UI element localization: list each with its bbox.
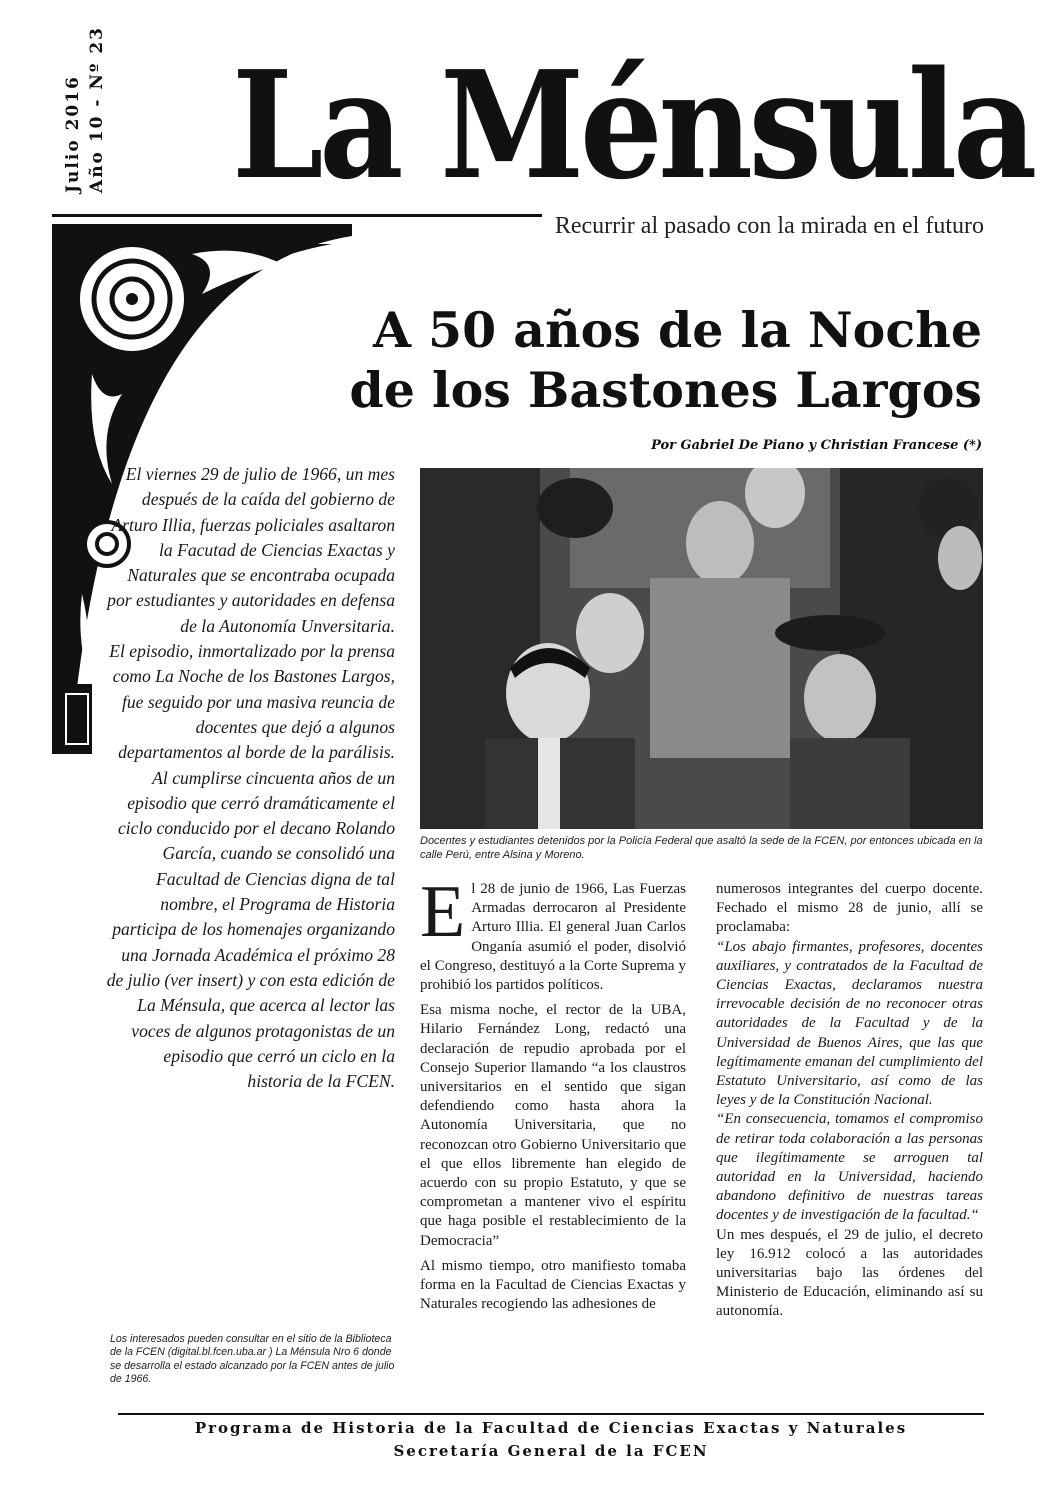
masthead-title: La Ménsula: [232, 38, 1033, 212]
byline: Por Gabriel De Piano y Christian Francese (*): [651, 438, 982, 453]
article-column-2: [716, 880, 983, 1322]
article-column-1: [420, 871, 686, 1320]
manifesto-quote: “En consecuencia, tomamos el compromiso de retirar toda colaboración a las personas que ilegítimamente se arroguen tal autoridad en la Universidad, haciendo abandono definitivo de nuestras tareas docentes y de investigación de la facultad.“: [716, 1111, 983, 1224]
news-photo: [420, 468, 983, 829]
footer-program: Programa de Historia de la Facultad de Ciencias Exactas y Naturales: [194, 1419, 908, 1437]
body-paragraph: l 28 de junio de 1966, Las Fuerzas Armadas derrocaron al Presidente Arturo Illia. El general Juan Carlos Onganía asumió el poder, disolvió el Congreso, destituyó a la Corte Suprema y prohibió los partidos políticos.: [420, 881, 686, 994]
issue-info: [55, 26, 115, 198]
body-paragraph: Al mismo tiempo, otro manifiesto tomaba forma en la Facultad de Ciencias Exactas y Naturales recogiendo las adhesiones de: [420, 1257, 686, 1313]
body-paragraph: Un mes después, el 29 de julio, el decreto ley 16.912 colocó a las autoridades universitarias bajo las órdenes del Ministerio de Educación, eliminando así su autonomía.: [716, 1226, 983, 1320]
body-paragraph: Esa misma noche, el rector de la UBA, Hilario Fernández Long, redactó una declaración de repudio aprobada por el Consejo Superior llamando “a los claustros universitarios en el sentido que sigan defendiendo como hasta ahora la Autonomía Universitaria, que no reconozcan otro Gobierno Universitario que el que ellos libremente han elegido de acuerdo con su propio Estatuto, y que se comprometan a mantener vivo el espíritu que haga posible el restablecimiento de la Democracia”: [420, 1002, 686, 1249]
note-text: Los interesados pueden consultar en el sitio de la Biblioteca de la FCEN (digital.bl.fcen.uba.ar ) La Ménsula Nro 6 donde se desarrolla el estado alcanzado por la FCEN antes de julio de 1966.: [110, 1333, 395, 1386]
masthead-tagline: Recurrir al pasado con la mirada en el futuro: [554, 213, 984, 239]
intro-paragraph: El episodio, inmortalizado por la prensa como La Noche de los Bastones Largos, fue seguido por una masiva reuncia de docentes que dejó a algunos departamentos al borde de la parálisis.: [109, 641, 395, 763]
drop-cap: E: [420, 871, 466, 953]
issue-number: Año 10 - Nº 23: [87, 26, 107, 193]
photo-caption: Docentes y estudiantes detenidos por la Policía Federal que asaltó la sede de la FCEN, por entonces ubicada en la calle Perú, entre Alsina y Moreno.: [420, 835, 983, 861]
footer-secretariat: Secretaría General de la FCEN: [393, 1442, 709, 1460]
headline-line-1: A 50 años de la Noche: [372, 301, 982, 359]
headline: [190, 300, 982, 420]
intro-text: [105, 462, 395, 1094]
intro-paragraph: El viernes 29 de julio de 1966, un mes después de la caída del gobierno de Arturo Illia, fuerzas policiales asaltaron la Facutad de Ciencias Exactas y Naturales que se encontraba ocupada por estudiantes y autoridades en defensa de la Autonomía Unversitaria.: [107, 464, 395, 636]
manifesto-quote: “Los abajo firmantes, profesores, docentes auxiliares, y contratados de la Facultad de Ciencias Exactas, declaramos nuestra irrevocable decisión de no reconocer otras autoridades de la Facultad y de la Universidad de Buenos Aires, que las que legítimamente emanan del cumplimiento del Estatuto Universitario, así como de las leyes y de la Constitución Nacional.: [716, 938, 983, 1109]
headline-line-2: de los Bastones Largos: [349, 361, 982, 419]
footer-rule: [118, 1413, 984, 1415]
body-paragraph: numerosos integrantes del cuerpo docente. Fechado el mismo 28 de junio, allí se proclamaba:: [716, 881, 983, 936]
intro-paragraph: Al cumplirse cincuenta años de un episodio que cerró dramáticamente el ciclo conducido por el decano Rolando García, cuando se consolidó una Facultad de Ciencias digna de tal nombre, el Programa de Historia participa de los homenajes organizando una Jornada Académica el próximo 28 de julio (ver insert) y con esta edición de La Ménsula, que acerca al lector las voces de algunos protagonistas de un episodio que cerró un ciclo en la historia de la FCEN.: [106, 767, 395, 1092]
issue-date: Julio 2016: [63, 75, 83, 193]
